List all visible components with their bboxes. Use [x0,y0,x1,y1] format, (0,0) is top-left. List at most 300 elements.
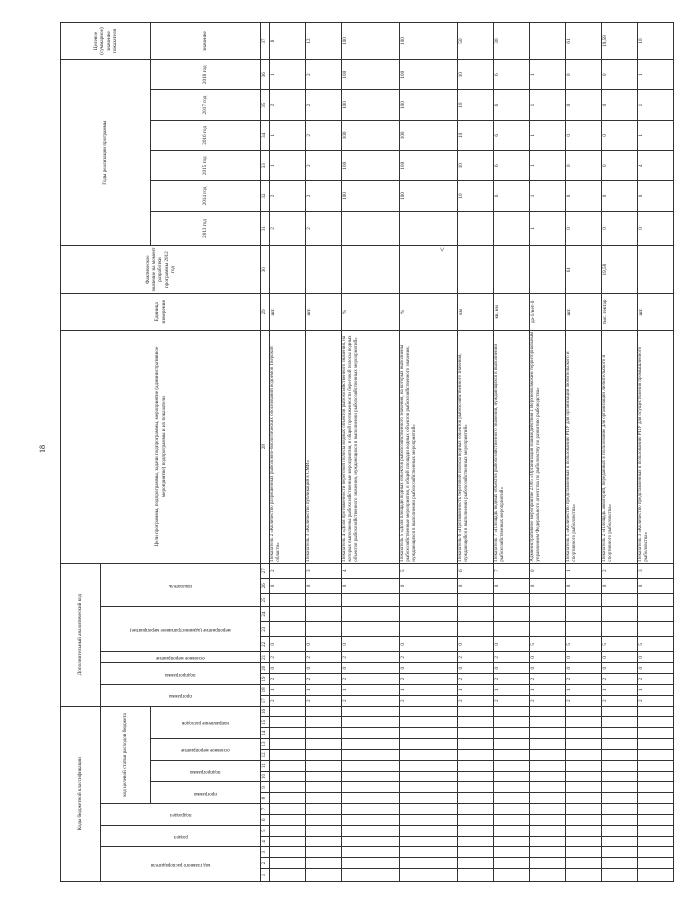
empty-code-cell [530,728,566,739]
empty-code-cell [566,782,602,793]
year-value-cell: 10 [458,181,494,211]
analytic-code-digit: 2 [494,652,530,663]
empty-code-cell [306,836,342,847]
empty-code-cell [566,847,602,858]
column-number: 11 [261,760,270,771]
analytic-code-digit: 0 [306,663,342,674]
empty-code-cell [638,606,674,621]
empty-code-cell [458,814,494,825]
analytic-code-digit: 0 [458,578,494,593]
analytic-code-digit: 6 [458,563,494,578]
empty-code-cell [306,793,342,804]
unit-cell: км [458,293,494,330]
analytic-code-digit: 2 [458,674,494,685]
empty-code-cell [458,836,494,847]
empty-code-cell [566,869,602,882]
empty-code-cell [566,717,602,728]
table-row [270,23,306,882]
document-page [60,22,649,882]
empty-code-cell [458,771,494,782]
empty-code-cell [494,869,530,882]
column-number: 24 [261,606,270,621]
an-col-program: программа [169,693,192,699]
empty-code-cell [530,717,566,728]
empty-code-cell [494,594,530,607]
analytic-code-digit: 0 [638,663,674,674]
empty-code-cell [400,606,458,621]
year-value-cell [400,211,458,246]
empty-code-cell [530,847,566,858]
empty-code-cell [270,782,306,793]
analytic-code-digit: 1 [458,684,494,695]
an-col-subprogram: подпрограмма [165,671,196,677]
year-value-cell: 0 [638,211,674,246]
analytic-code-digit: 0 [400,578,458,593]
empty-code-cell [342,771,400,782]
column-number: 36 [261,60,270,90]
page-number: 18 [38,445,47,453]
analytic-code-digit: 5 [566,637,602,652]
program-indicators-table [60,22,674,882]
empty-code-cell [270,760,306,771]
empty-code-cell [494,749,530,760]
empty-code-cell [530,858,566,869]
fact-value-cell [458,246,494,294]
year-2016-header: 2016 год [151,120,261,150]
empty-code-cell [458,594,494,607]
empty-code-cell [342,760,400,771]
fact-value-cell: 61 [566,246,602,294]
unit-cell: шт. [566,293,602,330]
empty-code-cell [458,622,494,637]
empty-code-cell [566,606,602,621]
year-value-cell: 2 [306,120,342,150]
table-row [530,23,566,882]
column-number: 12 [261,749,270,760]
analytic-code-digit: 2 [400,674,458,685]
empty-code-cell [530,782,566,793]
table-row [458,23,494,882]
year-value-cell: 1 [270,60,306,90]
empty-code-cell [458,749,494,760]
empty-code-cell [602,782,638,793]
empty-code-cell [400,804,458,815]
empty-code-cell [638,594,674,607]
final-value-cell: 61 [566,23,602,60]
analytic-code-digit: 2 [270,652,306,663]
empty-code-cell [566,706,602,717]
column-number: 34 [261,120,270,150]
empty-code-cell [494,782,530,793]
empty-code-cell [400,836,458,847]
analytic-code-digit: 0 [638,578,674,593]
empty-code-cell [530,606,566,621]
column-number: 32 [261,181,270,211]
empty-code-cell [638,858,674,869]
analytic-code-digit: 2 [270,563,306,578]
empty-code-cell [530,771,566,782]
analytic-code-digit: 1 [270,684,306,695]
empty-code-cell [638,749,674,760]
empty-code-cell [602,804,638,815]
column-number: 13 [261,739,270,750]
unit-cell: шт. [638,293,674,330]
empty-code-cell [306,814,342,825]
bk-sub-subprogram: подпрограмма [190,769,221,775]
empty-code-cell [306,804,342,815]
empty-code-cell [270,606,306,621]
empty-code-cell [602,728,638,739]
final-value-cell: 30 [494,23,530,60]
empty-code-cell [342,606,400,621]
empty-code-cell [638,804,674,815]
analytic-code-digit: 2 [566,674,602,685]
empty-code-cell [458,793,494,804]
indicator-description: Показатель 3 «Количество представленных к пользованию РПУ для осуществления промышленного рыболовства» [638,330,674,563]
empty-code-cell [270,869,306,882]
analytic-code-digit: 2 [400,652,458,663]
empty-code-cell [306,771,342,782]
indicator-description: Показатель 1 «Количество представленных к пользованию РПУ для организации любительского и спортивного рыболовства» [566,330,602,563]
empty-code-cell [530,749,566,760]
analytic-code-digit: 1 [342,684,400,695]
analytic-code-digit: 2 [306,674,342,685]
goal-header: Цели программы, подпрограммы, задачи подпрограммы, мероприятие (административное мероприятие) подпрограммы и их показатели [61,330,261,563]
empty-code-cell [458,804,494,815]
analytic-code-digit: 2 [494,674,530,685]
unit-header: Единица измерения [61,293,261,330]
empty-code-cell [602,739,638,750]
analytic-code-digit: 2 [342,652,400,663]
year-2018-header: 2018 год [151,60,261,90]
empty-code-cell [638,793,674,804]
empty-code-cell [530,760,566,771]
empty-code-cell [306,825,342,836]
analytic-code-digit: 0 [494,637,530,652]
analytic-code-digit: 2 [602,563,638,578]
empty-code-cell [638,760,674,771]
empty-code-cell [342,814,400,825]
empty-code-cell [400,858,458,869]
fact-value-cell [530,246,566,294]
empty-code-cell [306,760,342,771]
empty-code-cell [494,804,530,815]
empty-code-cell [342,594,400,607]
indicator-description: Административное мероприятие 2.005 «Организация взаимодействия с Верхневолжским территориальным управлением Федерального агентства по рыболовству по развитию рыбоводства» [530,330,566,563]
table-row [400,23,458,882]
year-value-cell: 6 [494,120,530,150]
year-value-cell: 0 [638,181,674,211]
empty-code-cell [306,728,342,739]
final-header: Целевое (суммарное) значение показателя [61,23,151,60]
empty-code-cell [400,728,458,739]
year-value-cell: 0 [566,181,602,211]
year-value-cell: 0 [602,211,638,246]
empty-code-cell [270,836,306,847]
analytic-code-digit: 0 [306,637,342,652]
table-body [270,23,674,882]
column-number: 26 [261,578,270,593]
empty-code-cell [270,814,306,825]
empty-code-cell [458,717,494,728]
analytic-code-digit: 2 [530,695,566,706]
unit-cell: кв. км [494,293,530,330]
empty-code-cell [306,782,342,793]
empty-code-cell [306,749,342,760]
empty-code-cell [530,793,566,804]
fact-value-cell [270,246,306,294]
empty-code-cell [306,717,342,728]
year-value-cell: 10 [458,90,494,120]
empty-code-cell [306,858,342,869]
analytic-code-digit: 0 [306,578,342,593]
analytic-code-digit: 1 [306,684,342,695]
analytic-code-digit: 0 [530,563,566,578]
empty-code-cell [566,760,602,771]
analytic-code-digit: 2 [638,674,674,685]
analytic-code-digit: 1 [400,684,458,695]
column-number: 37 [261,23,270,60]
analytic-code-digit: 0 [602,578,638,593]
empty-code-cell [270,594,306,607]
year-value-cell: 1 [270,120,306,150]
unit-cell: % [342,293,400,330]
empty-code-cell [270,793,306,804]
analytic-code-digit: 4 [342,563,400,578]
empty-code-cell [602,869,638,882]
year-value-cell: 0 [602,60,638,90]
analytic-code-digit: 2 [566,695,602,706]
unit-cell: % [400,293,458,330]
bk-col-section: раздел [173,834,188,840]
analytic-code-digit: 0 [494,578,530,593]
empty-code-cell [602,814,638,825]
analytic-code-digit: 2 [270,674,306,685]
fact-value-cell [638,246,674,294]
empty-code-cell [638,836,674,847]
analytic-code-digit: 1 [566,684,602,695]
empty-code-cell [270,706,306,717]
empty-code-cell [400,782,458,793]
analytic-code-digit: 2 [602,695,638,706]
analytic-code-digit: 2 [602,674,638,685]
empty-code-cell [530,869,566,882]
year-value-cell: 100 [400,181,458,211]
unit-cell: да-1/нет-0 [530,293,566,330]
year-value-cell: 6 [494,60,530,90]
bk-sub-direction: направление расходов [182,720,229,726]
indicator-description: Показатель 6 «Протяженность береговой полосы водных объектов рыбохозяйственного значения, нуждающейся в выполнении рыбохозяйственных мероприятий» [458,330,494,563]
indicator-description: Показатель 2 «Количество разрешенных рыболовно-биологических обоснований водоемов Тверской области» [270,330,306,563]
empty-code-cell [602,836,638,847]
analytic-code-digit: 1 [638,684,674,695]
column-number: 28 [261,330,270,563]
final-value-cell: 19,58 [602,23,638,60]
empty-code-cell [494,622,530,637]
year-value-cell: 0 [566,151,602,181]
column-number: 23 [261,622,270,637]
indicator-description: Показатель 7 «Площадь водных объектов рыбохозяйственного значения, нуждающихся в выполнении рыбохозяйственных мероприятий» [494,330,530,563]
empty-code-cell [400,622,458,637]
empty-code-cell [400,814,458,825]
empty-code-cell [494,771,530,782]
empty-code-cell [400,749,458,760]
empty-code-cell [400,706,458,717]
empty-code-cell [270,728,306,739]
empty-code-cell [530,804,566,815]
fact-value-cell [342,246,400,294]
analytic-code-digit: 2 [270,695,306,706]
analytic-code-digit: 0 [566,663,602,674]
analytic-code-digit: 2 [458,652,494,663]
empty-code-cell [306,869,342,882]
analytic-code-digit: 1 [566,563,602,578]
analytic-code-digit: 0 [400,637,458,652]
year-value-cell [342,211,400,246]
empty-code-cell [306,739,342,750]
final-value-cell: 50 [458,23,494,60]
empty-code-cell [494,739,530,750]
empty-code-cell [270,739,306,750]
bk-sub-main-event: основное мероприятие [181,747,230,753]
column-number: 3 [261,847,270,858]
empty-code-cell [638,739,674,750]
empty-code-cell [566,858,602,869]
empty-code-cell [458,706,494,717]
empty-code-cell [342,717,400,728]
empty-code-cell [566,622,602,637]
year-value-cell: 4 [638,151,674,181]
year-value-cell: 1 [530,60,566,90]
empty-code-cell [458,606,494,621]
analytic-code-digit: 0 [458,637,494,652]
analytic-code-header: Дополнительный аналитический код [61,563,101,706]
table-row [342,23,400,882]
empty-code-cell [602,749,638,760]
empty-code-cell [602,825,638,836]
analytic-code-digit: 1 [530,684,566,695]
empty-code-cell [494,706,530,717]
empty-code-cell [306,622,342,637]
year-value-cell: 1 [638,90,674,120]
empty-code-cell [566,594,602,607]
year-value-cell: 10 [458,60,494,90]
final-value-cell: 8 [270,23,306,60]
empty-code-cell [270,825,306,836]
year-2013-header: 2013 год [151,211,261,246]
year-value-cell: 10 [458,151,494,181]
program-indicators-table-rotated [60,22,649,882]
empty-code-cell [342,847,400,858]
unit-cell: шт. [306,293,342,330]
year-value-cell: 1 [530,181,566,211]
analytic-code-digit: 0 [530,652,566,663]
empty-code-cell [342,728,400,739]
year-value-cell: 2 [306,151,342,181]
empty-code-cell [400,771,458,782]
year-value-cell: 2 [270,90,306,120]
year-value-cell: 10 [458,120,494,150]
year-value-cell: 0 [566,211,602,246]
year-value-cell: 0 [602,120,638,150]
table-row [494,23,530,882]
year-value-cell: 6 [494,90,530,120]
column-number: 29 [261,293,270,330]
final-value-cell: 10 [638,23,674,60]
column-number: 35 [261,90,270,120]
empty-code-cell [458,760,494,771]
final-value-header: значение [151,23,261,60]
an-col-indicator: показатель [169,582,192,588]
year-value-cell: 6 [494,181,530,211]
analytic-code-digit: 0 [602,652,638,663]
empty-code-cell [494,728,530,739]
empty-code-cell [566,739,602,750]
empty-code-cell [494,717,530,728]
empty-code-cell [602,760,638,771]
empty-code-cell [342,825,400,836]
column-number: 22 [261,637,270,652]
analytic-code-digit: 5 [638,637,674,652]
empty-code-cell [638,825,674,836]
year-value-cell: 100 [400,60,458,90]
column-number: 19 [261,674,270,685]
empty-code-cell [342,858,400,869]
empty-code-cell [400,760,458,771]
column-number: 7 [261,804,270,815]
analytic-code-digit: 0 [566,578,602,593]
empty-code-cell [602,606,638,621]
year-value-cell: 2 [306,60,342,90]
empty-code-cell [530,825,566,836]
analytic-code-digit: 0 [530,578,566,593]
analytic-code-digit: 0 [270,578,306,593]
empty-code-cell [342,749,400,760]
empty-code-cell [270,749,306,760]
empty-code-cell [638,847,674,858]
empty-code-cell [566,825,602,836]
bk-sub-program: программа [194,790,217,796]
empty-code-cell [566,771,602,782]
analytic-code-digit: 0 [342,578,400,593]
an-col-event: мероприятие (административное мероприятие) [130,627,231,633]
empty-code-cell [602,793,638,804]
table-row [566,23,602,882]
empty-code-cell [270,622,306,637]
indicator-description: Показатель 5 «Доля площади водных объектов рыбохозяйственного значения, на которых выполнены рыбохозяйственные мероприятия, в общей площади водных объектов рыбохозяйственного значения, нуждающихся в выполнении рыбохозяйственных мероприятий» [400,330,458,563]
year-value-cell: 0 [566,60,602,90]
year-value-cell: 1 [530,90,566,120]
bk-col-admin: код главного распорядителя [150,862,211,868]
empty-code-cell [458,782,494,793]
year-value-cell: 1 [270,151,306,181]
analytic-code-digit: 2 [342,695,400,706]
empty-code-cell [458,728,494,739]
unit-cell: тыс. гектар [602,293,638,330]
empty-code-cell [458,847,494,858]
analytic-code-digit: 0 [530,663,566,674]
year-value-cell: 100 [342,181,400,211]
empty-code-cell [566,804,602,815]
year-value-cell: 100 [342,120,400,150]
empty-code-cell [458,858,494,869]
empty-code-cell [270,717,306,728]
empty-code-cell [602,594,638,607]
empty-code-cell [494,825,530,836]
empty-code-cell [638,728,674,739]
analytic-code-digit: 2 [400,695,458,706]
final-value-cell [530,23,566,60]
